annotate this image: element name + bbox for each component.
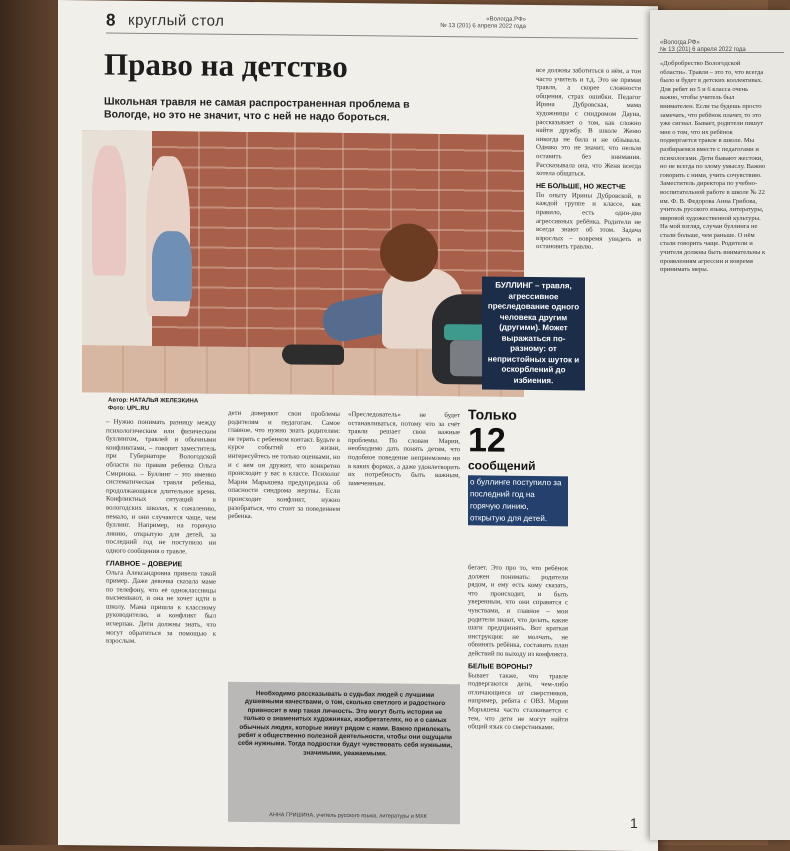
caption-author: Автор: НАТАЛЬЯ ЖЕЛЕЗКИНА bbox=[108, 397, 199, 405]
adjacent-page bbox=[650, 10, 790, 840]
column-1-text: – Нужно понимать разницу между психологическим или физическим буллингом, травлей и обычными конфликтами, – говорит заместитель при Губернаторе Вологодской области по правам ребенка Ольга Смирнова. – Буллинг – это именно систематическая травля ребенка, продолжающаяся длительное время. Конфликтных ситуаций в вологодских школах, к сожалению, немало, и они случаются чаще, чем буллинг. Например, на горячую линию, открытую для детей, за последний год не поступило ни одного сообщения о травле. bbox=[106, 418, 216, 556]
pull-top: Только bbox=[468, 406, 517, 423]
page-fold-number: 1 bbox=[630, 815, 638, 831]
column-1 bbox=[106, 419, 216, 840]
column-2 bbox=[228, 410, 340, 679]
column-5-text: все должны заботиться о нём, а тон часто учитель и т.д. Это не прямая травля, а скорее сложности общения, страх ошибки. Педагог Ирина Дубровская, мама художницы с синдромом Дауна, рассказывает о том, как сложно найти дружбу. В школе Женю никогда не била и не обзывала. Однако это не значит, что нельзя оставить без внимания. Рассказывала она, что Женя всегда хотела общаться. bbox=[536, 67, 641, 178]
page-number: 8 bbox=[106, 10, 116, 30]
column-5 bbox=[536, 67, 641, 846]
column-4-text-2: Бывает также, что травле подвергаются дети, чем-либо отличающиеся от сверстников, например, ребята с ОВЗ. Мария Марышева часто сталкивается с тем, что дети не могут найти общий язык со сверстниками. bbox=[468, 671, 568, 732]
definition-callout: БУЛЛИНГ – травля, агрессивное преследование одного человека другим (другими). Может выражаться по-разному: от непристойных шуток и оскорблений до избиения. bbox=[482, 276, 585, 390]
brand-name: «Вологда.РФ» bbox=[486, 16, 526, 23]
adjacent-header-rule bbox=[658, 52, 784, 53]
adjacent-issue: № 13 (201) 6 апреля 2022 года bbox=[660, 47, 746, 53]
quote-box-text: Необходимо рассказывать о судьбах людей с лучшими душевными качествами, о том, сколько светлого и радостного привносит в мир такая личность. Это могут быть истории не только о знаменитых художниках, изобретателях, но и о самых обычных людях, которые живут рядом с нами. Важно привлекать ребят к общественно полезной деятельности, чтобы они ощущали себя нужными. Тогда подростки будут чувствовать себя нужными, значимыми, уважаемыми. bbox=[238, 690, 452, 758]
column-3 bbox=[348, 411, 460, 680]
column-3-text: «Преследователь» не будет останавливаться, потому что за счёт травли решает свои важные проблемы. По словам Марии, необходимо дать понять детям, что подобное поведение неприемлемо ни в каких формах, а даже удовлетворить их потребность быть важным, замеченным. bbox=[348, 411, 460, 488]
brand-info bbox=[440, 16, 526, 31]
pull-number: 12 bbox=[468, 421, 506, 460]
photo-caption bbox=[108, 397, 198, 414]
article-photo bbox=[82, 130, 580, 397]
adjacent-brand: «Вологда.РФ» bbox=[660, 40, 700, 46]
section-title: круглый стол bbox=[128, 11, 225, 30]
caption-source: Фото: UPL.RU bbox=[108, 405, 150, 412]
pull-text: о буллинге поступило за последний год на горячую линию, открытую для детей. bbox=[468, 475, 568, 526]
article-title: Право на детство bbox=[104, 46, 348, 85]
pull-word: сообщений bbox=[468, 458, 536, 474]
running-child-jeans bbox=[152, 231, 192, 301]
subhead-harsher: НЕ БОЛЬШЕ, НО ЖЕСТЧЕ bbox=[536, 182, 626, 191]
article-lead: Школьная травля не самая распространенная проблема в Вологде, но это не значит, что с ней не надо бороться. bbox=[104, 95, 410, 124]
subhead-white-crows: БЕЛЫЕ ВОРОНЫ? bbox=[468, 662, 533, 671]
column-1-text-2: Ольга Александровна привела такой пример. Даже девочка сказала маме по телефону, что её одноклассницы высмеивают, и она не хочет идти в школу. Мама пришла к классному руководителю, и конфликт был исчерпан. Дети должны знать, что могут обратиться за помощью к взрослым. bbox=[106, 569, 216, 646]
page-header bbox=[106, 11, 638, 40]
quote-box-credit: АННА ГРИШИНА, учитель русского языка, литературы и МХК bbox=[269, 812, 427, 820]
column-4-text: бегает. Это про то, что ребёнок должен понимать: родители рядом, и ему есть кому сказать, что происходит, и быть уверенным, что они справятся с чувствами, и главное – мои родители знают, что делать, какие шаги предпринять. Вот краткая инструкция: не молчать, не обвинять ребёнка, составить план действий по выходу из конфликта. bbox=[468, 564, 568, 659]
newspaper-page bbox=[58, 0, 658, 851]
column-5-text-2: По опыту Ирины Дубровской, в каждой группе и классе, как правило, есть один-два агрессивных ребёнка. Родители не всегда знают об этом. Задача взрослых – вовремя увидеть и остановить травлю. bbox=[536, 191, 641, 251]
subhead-trust: ГЛАВНОЕ – ДОВЕРИЕ bbox=[106, 560, 183, 568]
adjacent-column: «Добробрество Вологодской области». Травля – это то, что всегда было и будет в детских коллективах. Для ребят из 5 и 6 класса очень важно, чтобы учитель был внимателен. Если ты будешь просто замечать, что ребёнок плачет, то это уже сигнал. Бывает, родители пишут мне о том, что их ребёнок подвергается травле в школе. Мы разбираемся вместе с педагогами и психологами. Дети бывают жестоки, но не всегда по злому умыслу. Важно говорить с ними, учить сочувствию. Заместитель директора по учебно-воспитательной работе в школе № 22 им. Ф. В. Федорова Анна Грибова, учитель русского языка, литературы, мировой художественной культуры. На мой взгляд, случаи буллинга не стали больше, чем раньше. О нём стали говорить чаще. Родители и учителя должны быть внимательны к проявлениям агрессии и вовремя принимать меры. bbox=[660, 60, 766, 274]
boy-shoe bbox=[282, 344, 344, 365]
issue-date: № 13 (201) 6 апреля 2022 года bbox=[440, 23, 526, 30]
running-child-left bbox=[92, 145, 126, 275]
column-2-text: дети доверяют свои проблемы родителям и педагогам. Самое главное, что нужно знать родителям: не терять с ребенком контакт. Будьте в курсе событий его жизни, интересуйтесь не только оценками, но и с кем он дружит, что конкретно происходит у вас в классе. Психолог Мария Марышева предупредила об опасности синдрома жертвы. Если происходит конфликт, нужно разобраться, что стоит за поведением ребенка. bbox=[228, 409, 340, 521]
boy-head bbox=[380, 223, 438, 282]
